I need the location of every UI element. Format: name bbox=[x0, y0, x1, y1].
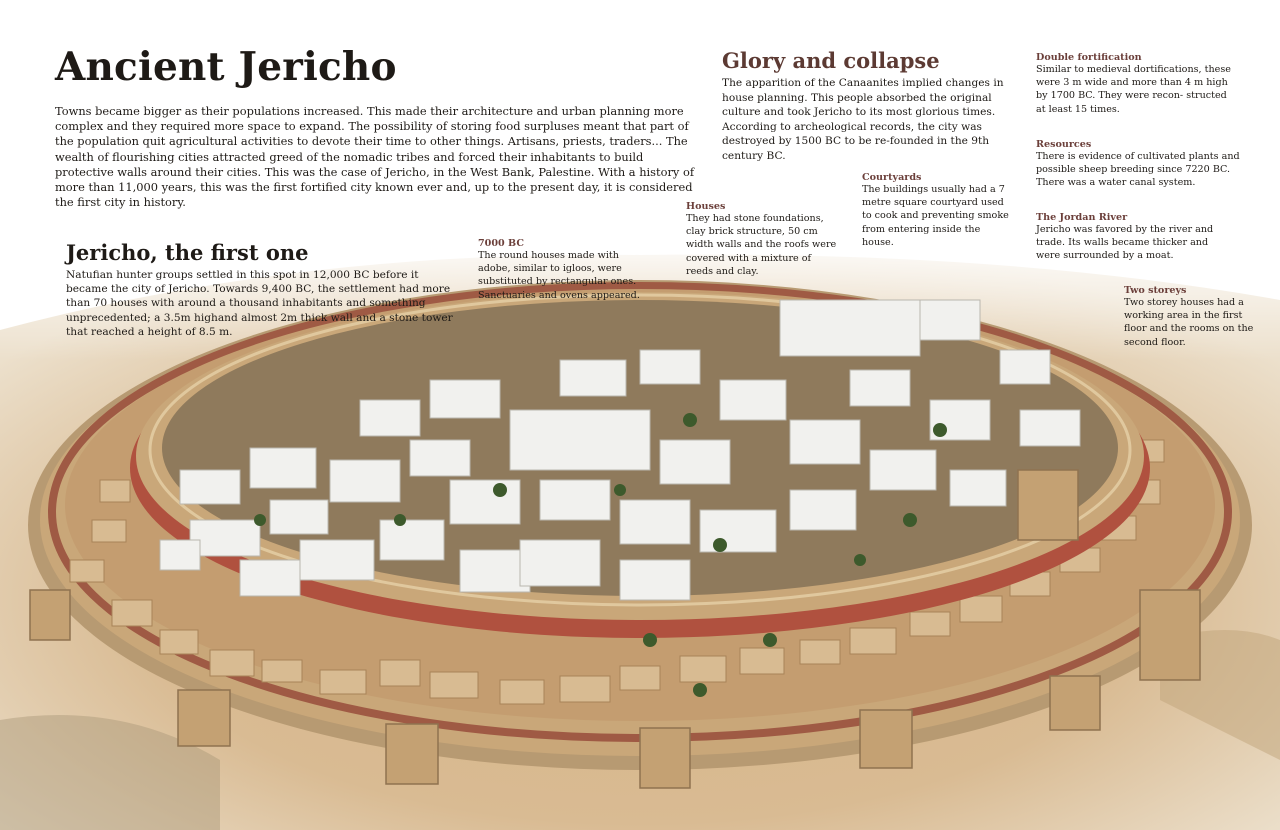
callout-label: Courtyards bbox=[862, 172, 922, 183]
callout-label: Resources bbox=[1036, 139, 1092, 150]
callout-text: Jericho was favored by the river and trade. Its walls became thicker and were surrounded by a moat. bbox=[1036, 224, 1214, 262]
callout-label: Houses bbox=[686, 201, 726, 212]
section-body-glory: The apparition of the Canaanites implied changes in house planning. This people absorbed the original culture and took Jericho to its most glorious times. According to archeological records, the city was destroyed by 1500 BC to be re-founded in the 9th century BC. bbox=[722, 77, 1004, 162]
section-heading-first: Jericho, the first one bbox=[66, 240, 309, 265]
callout-text: There is evidence of cultivated plants and possible sheep breeding since 7220 BC. There was a water canal system. bbox=[1036, 151, 1240, 189]
callout-label: The Jordan River bbox=[1036, 212, 1128, 223]
callout-label: Two storeys bbox=[1124, 285, 1187, 296]
callout-7000bc bbox=[478, 238, 650, 302]
callout-label: Double fortification bbox=[1036, 52, 1142, 63]
callout-text: The round houses made with adobe, similar to igloos, were substituted by rectangular ones. Sanctuaries and ovens appeared. bbox=[478, 250, 640, 301]
callout-text: Two storey houses had a working area in the first floor and the rooms on the second floor. bbox=[1124, 297, 1254, 348]
page-title: Ancient Jericho bbox=[55, 44, 397, 90]
callout-double-fortification bbox=[1036, 52, 1236, 116]
section-heading-glory: Glory and collapse bbox=[722, 48, 940, 73]
callout-courtyards bbox=[862, 172, 1012, 249]
callout-houses bbox=[686, 201, 838, 278]
callout-jordan-river bbox=[1036, 212, 1226, 263]
callout-resources bbox=[1036, 139, 1258, 190]
intro-paragraph: Towns became bigger as their populations increased. This made their architecture and urban planning more complex and they required more space to expand. The possibility of storing food surpluses meant that part of the population quit agricultural activities to devote their time to other things. Artisans, priests, traders... The wealth of flourishing cities attracted greed of the nomadic tribes and forced their inhabitants to build protective walls around their cities. This was the case of Jericho, in the West Bank, Palestine. With a history of more than 11,000 years, this was the first fortified city known ever and, up to the present day, it is considered the first city in history. bbox=[55, 104, 695, 210]
callout-text: Similar to medieval dortifications, these were 3 m wide and more than 4 m high by 1700 BC. They were recon- structed at least 15 times. bbox=[1036, 64, 1231, 115]
callout-label: 7000 BC bbox=[478, 238, 524, 249]
callout-two-storeys bbox=[1124, 285, 1264, 349]
callout-text: They had stone foundations, clay brick structure, 50 cm width walls and the roofs were covered with a mixture of reeds and clay. bbox=[686, 213, 837, 277]
callout-text: The buildings usually had a 7 metre square courtyard used to cook and preventing smoke from entering inside the house. bbox=[862, 184, 1009, 248]
section-body-first: Natufian hunter groups settled in this spot in 12,000 BC before it became the city of Jericho. Towards 9,400 BC, the settlement had more than 70 houses with around a thousand inhabitants and something unprecedented; a 3.5m highand almost 2m thick wall and a stone tower that reached a height of 8.5 m. bbox=[66, 269, 453, 338]
